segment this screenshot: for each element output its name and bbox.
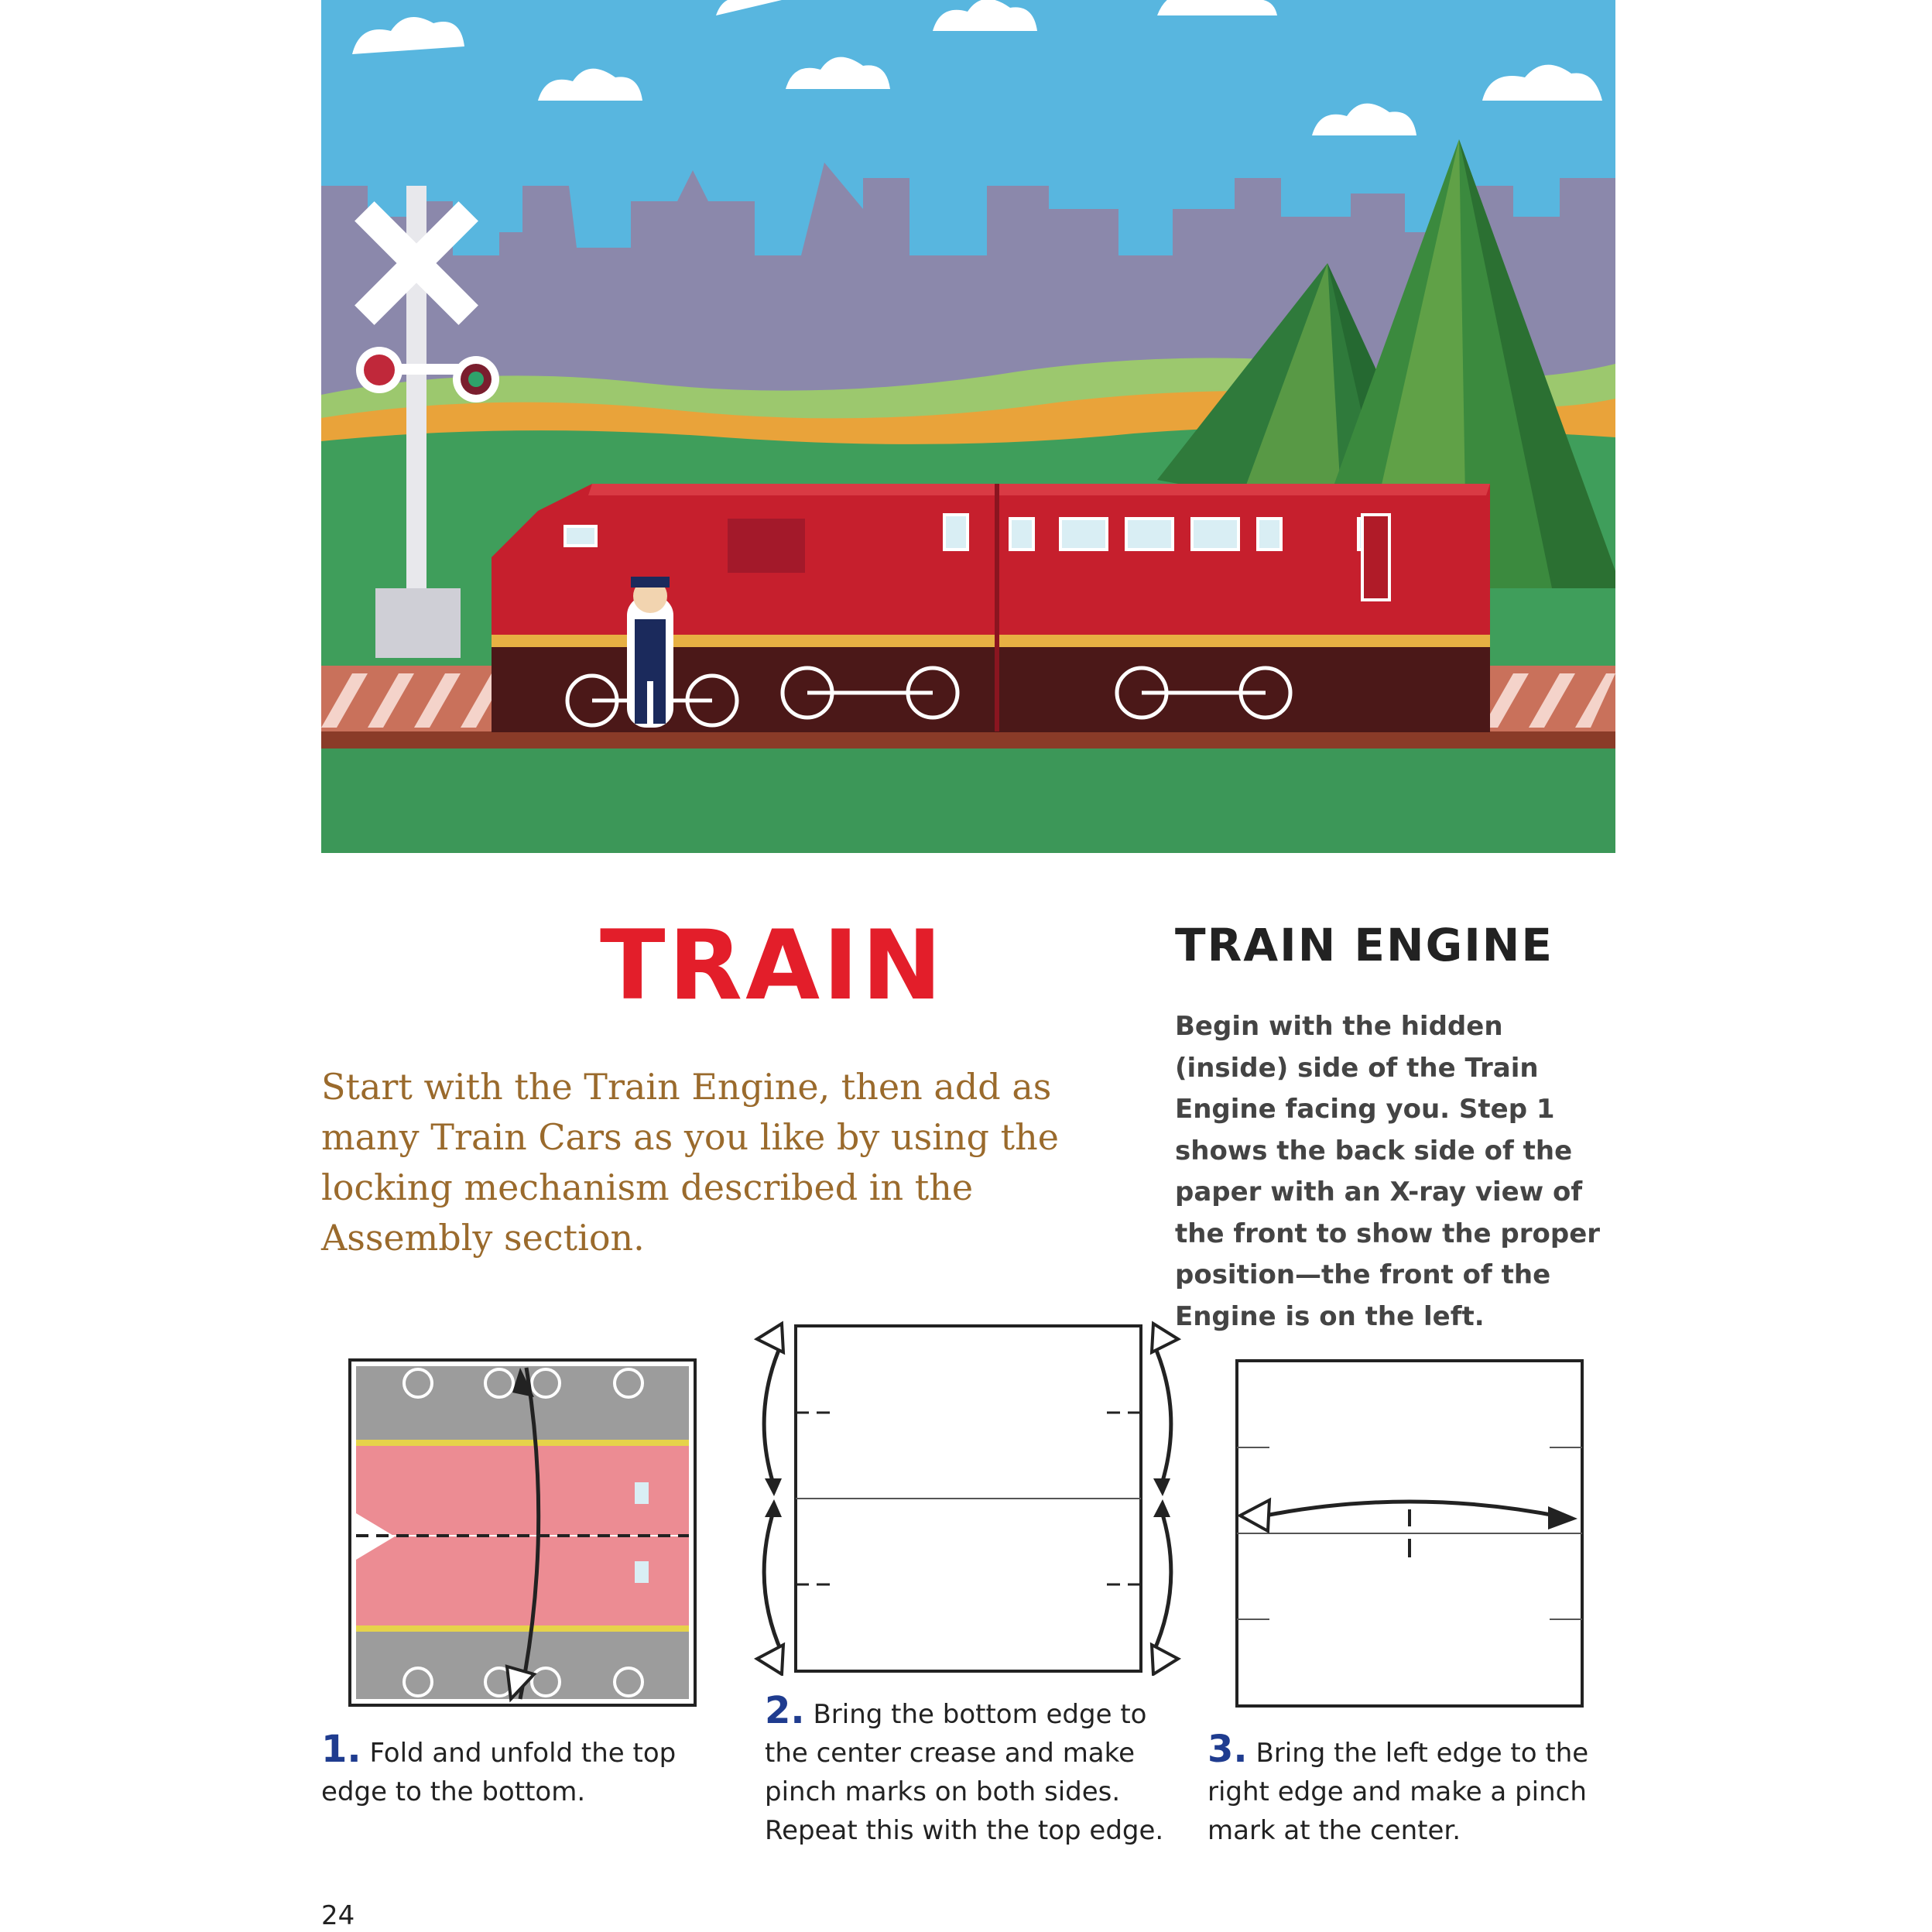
intro-paragraph: Start with the Train Engine, then add as many Train Cars as you like by using the locking mechanism described in the Assembly section. [321,1066,1059,1259]
step-number: 1. [321,1728,361,1771]
engineer-figure [627,577,673,728]
step-2-caption [765,1691,1183,1850]
section-heading: TRAIN ENGINE [1175,919,1553,971]
step-2-diagram [751,1320,1184,1679]
step-text: Bring the left edge to the right edge and make a pinch mark at the center. [1208,1738,1589,1846]
step-3-diagram [1231,1355,1587,1714]
step-1-diagram [348,1358,697,1710]
page-number: 24 [321,1900,355,1931]
step-1-caption [321,1730,739,1811]
page-title: TRAIN [600,910,945,1022]
section-body: Begin with the hidden (inside) side of the Train Engine facing you. Step 1 shows the back side of the paper with an X-ray view of the front to show the proper position—the front of the Engine is on the left. [1175,1011,1601,1332]
step-text: Bring the bottom edge to the center crease and make pinch marks on both sides. Repeat this with the top edge. [765,1699,1164,1846]
step-number: 2. [765,1689,805,1732]
step-3-caption [1208,1730,1625,1850]
step-number: 3. [1208,1728,1248,1771]
step-text: Fold and unfold the top edge to the bottom. [321,1738,677,1807]
papercraft-train [492,484,1490,732]
train-scene-photo [321,0,1615,853]
